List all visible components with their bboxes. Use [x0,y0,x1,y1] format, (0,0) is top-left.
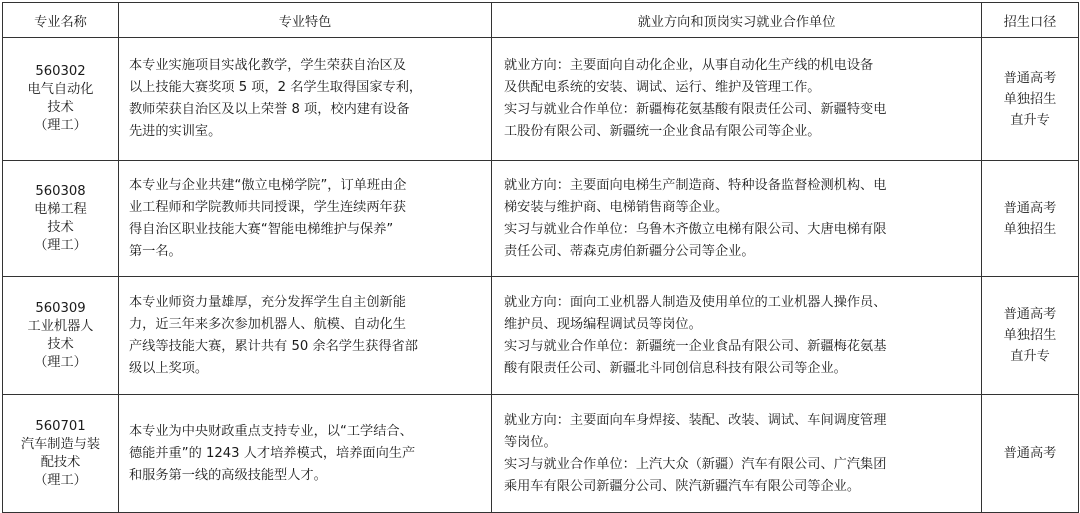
major-code: 560701 [35,418,86,434]
feature-line: 本专业与企业共建“傲立电梯学院”，订单班由企 [129,177,407,193]
admission-line: 普通高考 [1003,446,1057,461]
admission-line: 普通高考 [1003,200,1057,216]
employment-line: 梯安装与维护商、电梯销售商等企业。 [504,199,729,215]
header-name: 专业名称 [3,3,119,38]
admission-line: 单独招生 [1003,328,1057,343]
feature-line: 教师荣获自治区及以上荣誉 8 项，校内建有设备 [129,102,410,117]
employment-line: 酸有限责任公司、新疆北斗同创信息科技有限公司等企业。 [504,360,847,376]
employment-line: 就业方向：主要面向电梯生产制造商、特种设备监督检测机构、电 [504,177,887,193]
admission-line: 普通高考 [1003,307,1057,322]
major-name-line: （理工） [34,118,87,133]
major-table [2,2,1079,513]
major-name-line: 技术 [47,100,74,115]
major-code: 560302 [35,64,86,79]
admission-line: 直升专 [1010,349,1050,364]
feature-line: 本专业实施项目实战化教学，学生荣获自治区及 [129,58,406,73]
employment-line: 就业方向：主要面向车身焊接、装配、改装、调试、车间调度管理 [504,412,887,428]
admission-cell [982,277,1079,395]
employment-line: 实习与就业合作单位：乌鲁木齐傲立电梯有限公司、大唐电梯有限 [504,221,887,237]
admission-cell [982,161,1079,277]
feature-line: 力，近三年来多次参加机器人、航模、自动化生 [129,316,406,332]
employment-line: 及供配电系统的安装、调试、运行、维护及管理工作。 [504,80,821,95]
feature-cell [119,277,492,395]
feature-line: 德能并重”的 1243 人才培养模式，培养面向生产 [129,445,416,461]
major-name-cell [3,38,119,161]
table-row [3,38,1079,161]
major-name-cell [3,395,119,513]
major-name-line: （理工） [34,354,87,370]
employment-cell [492,395,982,513]
admission-cell [982,38,1079,161]
employment-line: 等岗位。 [504,434,557,450]
employment-line: 乘用车有限公司新疆分公司、陕汽新疆汽车有限公司等企业。 [504,478,861,494]
major-name-line: 技术 [47,336,74,352]
major-name-line: （理工） [34,472,87,488]
feature-line: 级以上奖项。 [129,360,209,376]
admission-line: 直升专 [1010,112,1050,128]
table-row [3,161,1079,277]
feature-line: 得自治区职业技能大赛“智能电梯维护与保养” [129,221,394,237]
major-name-cell [3,161,119,277]
feature-line: 业工程师和学院教师共同授课，学生连续两年获 [129,199,406,215]
feature-line: 本专业为中央财政重点支持专业，以“工学结合、 [129,423,413,439]
feature-cell [119,395,492,513]
table-row [3,277,1079,395]
major-name-line: 工业机器人 [27,318,94,334]
employment-cell [492,161,982,277]
employment-line: 就业方向：面向工业机器人制造及使用单位的工业机器人操作员、 [504,294,887,310]
feature-line: 和服务第一线的高级技能型人才。 [129,467,327,483]
feature-line: 第一名。 [129,243,182,259]
major-code: 560309 [35,300,86,316]
major-name-line: 电梯工程 [34,201,87,217]
employment-line: 责任公司、蒂森克虏伯新疆分公司等企业。 [504,243,755,259]
major-name-line: 汽车制造与装 [20,436,101,452]
feature-line: 产线等技能大赛，累计共有 50 余名学生获得省部 [129,338,418,354]
admission-line: 单独招生 [1003,221,1057,237]
employment-line: 实习与就业合作单位：新疆统一企业食品有限公司、新疆梅花氨基 [504,338,887,354]
feature-cell [119,38,492,161]
feature-line: 以上技能大赛奖项 5 项，2 名学生取得国家专利， [129,80,423,95]
employment-line: 工股份有限公司、新疆统一企业食品有限公司等企业。 [504,124,821,139]
header-admit: 招生口径 [982,3,1079,38]
feature-line: 本专业师资力量雄厚，充分发挥学生自主创新能 [129,294,406,310]
admission-line: 单独招生 [1003,91,1057,107]
major-code: 560308 [35,183,86,199]
employment-cell [492,38,982,161]
header-row [3,3,1079,38]
admission-line: 普通高考 [1003,70,1057,86]
employment-line: 实习与就业合作单位：上汽大众（新疆）汽车有限公司、广汽集团 [504,456,887,472]
feature-cell [119,161,492,277]
major-name-cell [3,277,119,395]
employment-cell [492,277,982,395]
admission-cell [982,395,1079,513]
header-feature: 专业特色 [119,3,492,38]
employment-line: 就业方向：主要面向自动化企业，从事自动化生产线的机电设备 [504,58,874,73]
header-employ: 就业方向和顶岗实习就业合作单位 [492,3,982,38]
table-row [3,395,1079,513]
major-name-line: （理工） [34,237,87,253]
employment-line: 维护员、现场编程调试员等岗位。 [504,316,702,332]
major-name-line: 配技术 [40,454,81,470]
feature-line: 先进的实训室。 [129,124,222,139]
major-name-line: 电气自动化 [27,82,94,97]
employment-line: 实习与就业合作单位：新疆梅花氨基酸有限责任公司、新疆特变电 [504,102,887,117]
major-name-line: 技术 [47,219,74,235]
